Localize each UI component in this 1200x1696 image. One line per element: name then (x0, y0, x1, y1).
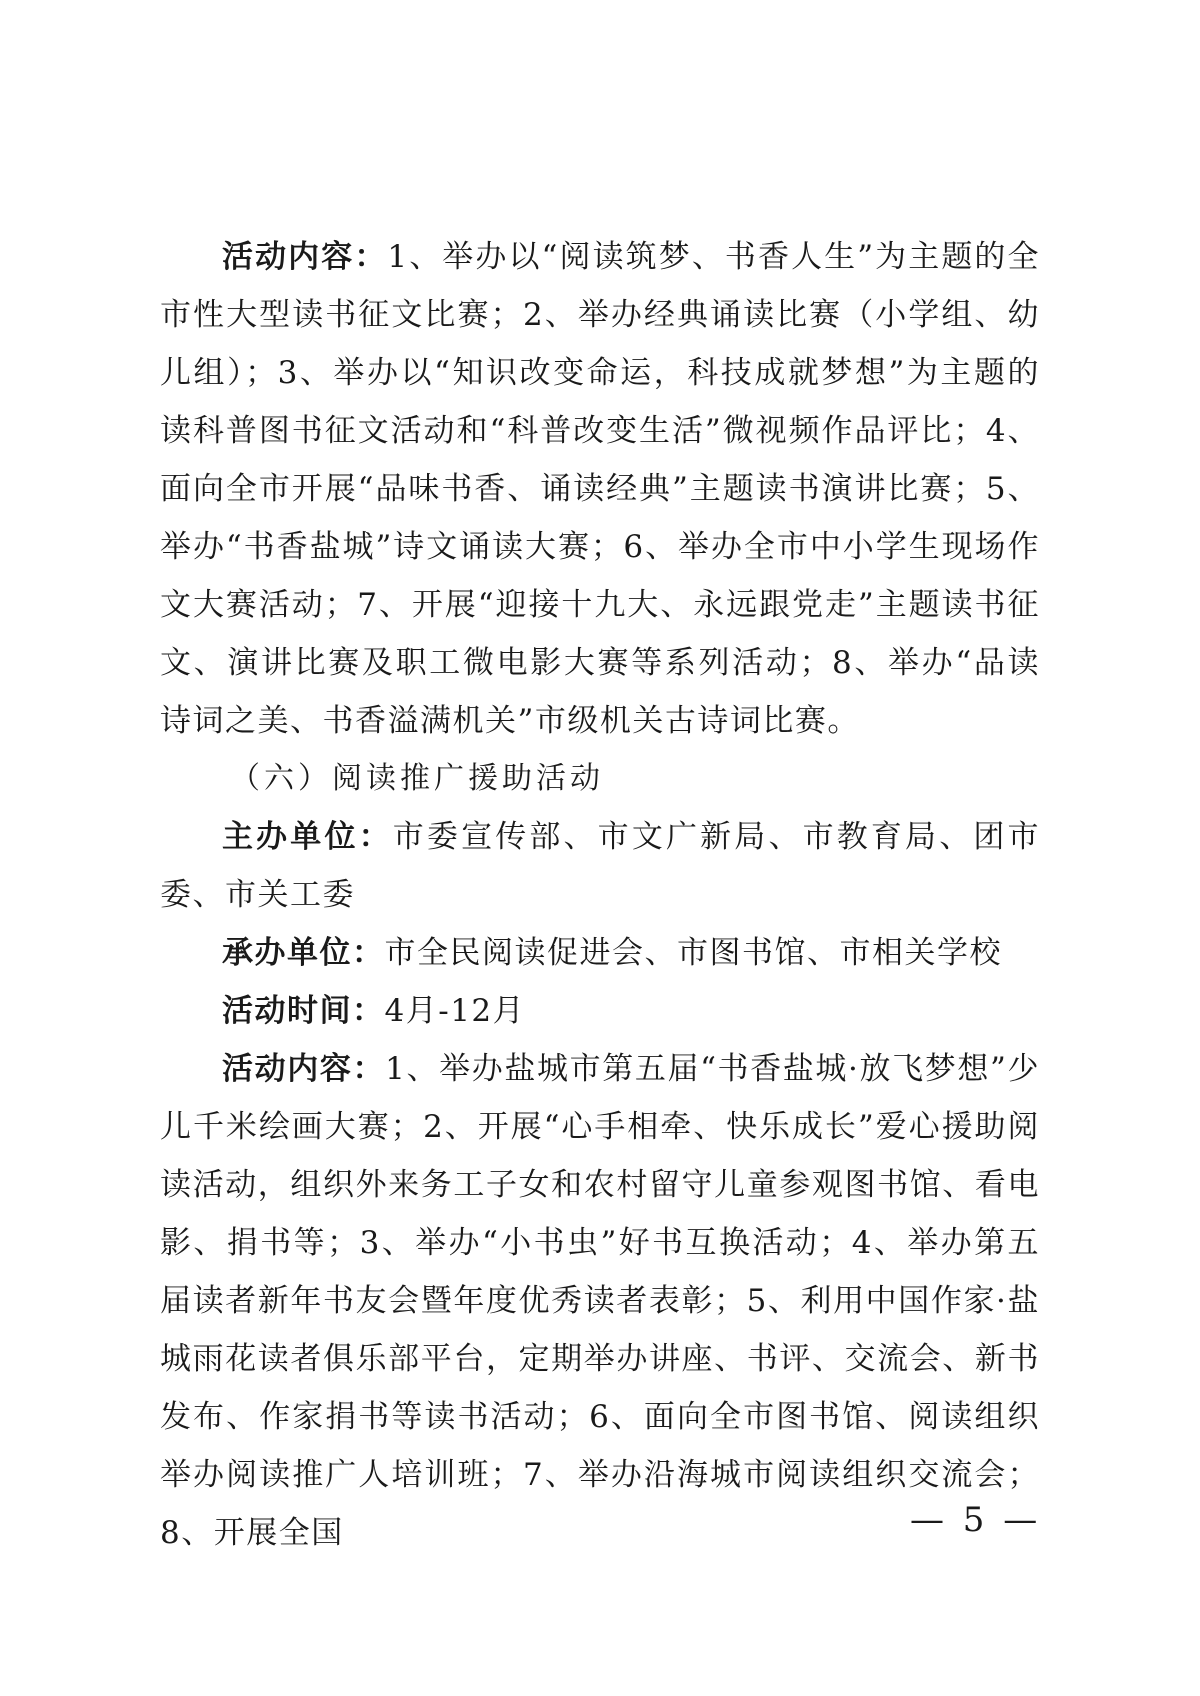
co-organizer-paragraph (160, 924, 1040, 982)
activity-time-paragraph (160, 982, 1040, 1040)
activity-content-2-label: 活动内容： (222, 1051, 386, 1087)
activity-content-text: 1、举办以“阅读筑梦、书香人生”为主题的全市性大型读书征文比赛；2、举办经典诵读比赛（小学组、幼儿组）；3、举办以“知识改变命运，科技成就梦想”为主题的读科普图书征文活动和“科普改变生活”微视频作品评比；4、面向全市开展“品味书香、诵读经典”主题读书演讲比赛；5、举办“书香盐城”诗文诵读大赛；6、举办全市中小学生现场作文大赛活动；7、开展“迎接十九大、永远跟党走”主题读书征文、演讲比赛及职工微电影大赛等系列活动；8、举办“品读诗词之美、书香溢满机关”市级机关古诗词比赛。 (160, 239, 1041, 739)
organizer-paragraph (160, 808, 1040, 924)
organizer-label: 主办单位： (222, 819, 393, 855)
activity-content-paragraph-2 (160, 1040, 1040, 1562)
organizer-text: 市委宣传部、市文广新局、市教育局、团市委、市关工委 (160, 819, 1041, 913)
document-body (160, 228, 1040, 1562)
activity-time-label: 活动时间： (222, 993, 385, 1029)
co-organizer-text: 市全民阅读促进会、市图书馆、市相关学校 (384, 935, 1002, 971)
page-number: — 5 — (910, 1500, 1042, 1540)
activity-content-2-text: 1、举办盐城市第五届“书香盐城·放飞梦想”少儿千米绘画大赛；2、开展“心手相牵、快乐成长”爱心援助阅读活动，组织外来务工子女和农村留守儿童参观图书馆、看电影、捐书等；3、举办“小书虫”好书互换活动；4、举办第五届读者新年书友会暨年度优秀读者表彰；5、利用中国作家·盐城雨花读者俱乐部平台，定期举办讲座、书评、交流会、新书发布、作家捐书等读书活动；6、面向全市图书馆、阅读组织举办阅读推广人培训班；7、举办沿海城市阅读组织交流会；8、开展全国 (160, 1051, 1040, 1551)
activity-content-label: 活动内容： (222, 239, 388, 275)
section-heading: （六）阅读推广援助活动 (230, 761, 604, 796)
activity-time-text: 4月-12月 (384, 993, 526, 1029)
co-organizer-label: 承办单位： (222, 935, 385, 971)
activity-content-paragraph-1 (160, 228, 1040, 750)
